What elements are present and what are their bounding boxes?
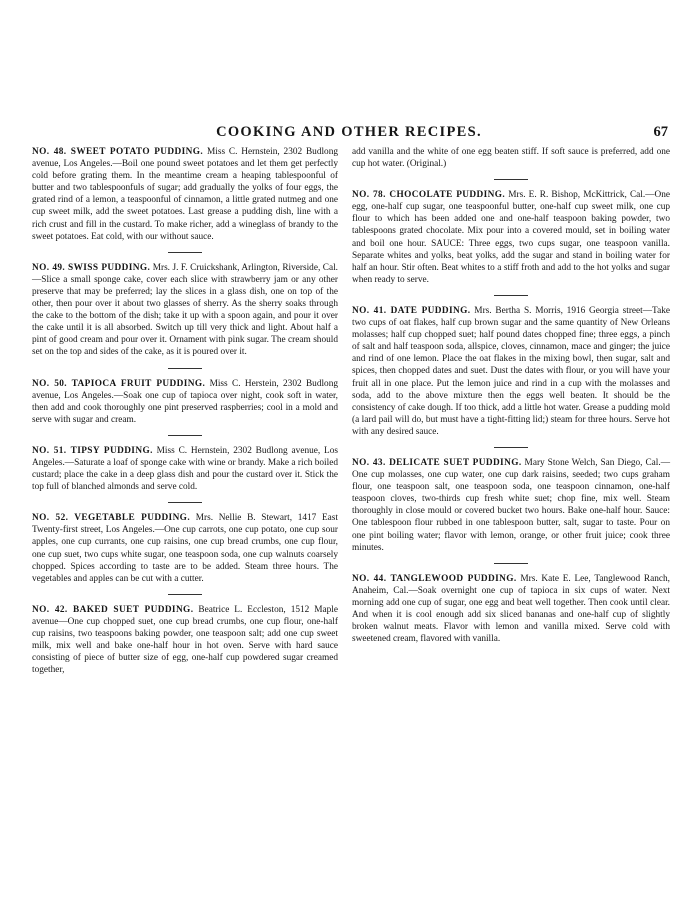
recipe-title: NO. 50. TAPIOCA FRUIT PUDDING. [32, 378, 206, 389]
recipe-42 [32, 604, 338, 677]
page-title: COOKING AND OTHER RECIPES. [216, 124, 482, 140]
section-divider [168, 594, 202, 595]
recipe-title: NO. 49. SWISS PUDDING. [32, 262, 151, 273]
recipe-78 [352, 189, 670, 286]
recipe-title: NO. 42. BAKED SUET PUDDING. [32, 604, 194, 615]
recipe-43 [352, 457, 670, 554]
section-divider [168, 368, 202, 369]
section-divider [168, 435, 202, 436]
recipe-42-continued [352, 146, 670, 170]
recipe-body: Mrs. Nellie B. Stewart, 1417 East Twenty-first street, Los Angeles.—One cup carrots, one cup potato, one cup sour apples, one cup currants, one cup raisins, one cup bread crumbs, one cup flour, one cup suet, two cups white sugar, one teaspoon soda, one cup walnuts coarsely chopped. Spices according to taste are to be added. Steam three hours. The vegetables and apples can be cut with a cutter. [32, 513, 338, 584]
section-divider [494, 447, 528, 448]
section-divider [494, 563, 528, 564]
recipe-body: Miss C. Hernstein, 2302 Budlong avenue, Los Angeles.—Saturate a loaf of sponge cake with wine or brandy. Make a rich boiled custard; place the cake in a deep glass dish and pour the custard over it. Stick the top full of blanched almonds and serve cold. [32, 445, 338, 493]
recipe-title: NO. 44. TANGLEWOOD PUDDING. [352, 573, 517, 584]
recipe-body: Mrs. J. F. Cruickshank, Arlington, Riverside, Cal.—Slice a small sponge cake, cover each slice with strawberry jam or any other preserve that may be preferred; lay the slices in a glass dish, one on top of the other, then pour over it about two glasses of sherry. As the sherry soaks through the cake to the bottom of the dish; take it up with a spoon again, and pour it over the cake until it is all absorbed. Switch up till very thick and light. About half a pint of good cream and pour over it. Ornament with pink sugar. The cream should set on the top and sides of the cake, as it is poured over it. [32, 262, 338, 358]
recipe-title: NO. 41. DATE PUDDING. [352, 305, 471, 316]
recipe-body: Beatrice L. Eccleston, 1512 Maple avenue—One cup chopped suet, one cup bread crumbs, one cup flour, one-half cup raisins, two teaspoons baking powder, one teaspoon salt; add one cup sweet milk, mix well and bake one-half hour in hot oven. Serve with hard sauce consisting of piece of butter size of egg, one-half cup powdered sugar creamed together, [32, 604, 338, 676]
recipe-title: NO. 48. SWEET POTATO PUDDING. [32, 147, 204, 157]
section-divider [494, 179, 528, 180]
recipe-body: Miss C. Hernstein, 2302 Budlong avenue, Los Angeles.—Boil one pound sweet potatoes and let them get perfectly cold before grating them. In the meantime cream a heaping tablespoonful of butter and two tablespoonfuls of sugar; add gradually the yolks of four eggs, the grated rind of a lemon, a teaspoonful of cinnamon, a little grated nutmeg and one cup sweet milk, add the sweet potatoes. Last grease a pudding dish, line with a rich crust and fill in the custard. To make richer, add a wineglass of brandy to the sweet potatoes. Eat cold, with our without sauce. [32, 147, 338, 242]
recipe-body: add vanilla and the white of one egg beaten stiff. If soft sauce is preferred, add one cup hot water. (Original.) [352, 147, 670, 170]
section-divider [168, 252, 202, 253]
section-divider [168, 502, 202, 503]
section-divider [494, 295, 528, 296]
recipe-body: Mrs. E. R. Bishop, McKittrick, Cal.—One egg, one-half cup sugar, one teaspoonful butter, one-half cup sweet milk, one cup flour to which has been added one and one-half teaspoon baking powder, two tablespoons grated chocolate. Mix pour into a covered mould, set in boiling water and boil one hour. SAUCE: Three eggs, two cups sugar, one teaspoon vanilla. Separate whites and yolks, beat yolks, add the sugar and stand in boiling water for half an hour. Stir often. Beat whites to a stiff froth and add to the hot yolks and sugar when ready to serve. [352, 190, 670, 285]
recipe-body: Mary Stone Welch, San Diego, Cal.—One cup molasses, one cup water, one cup dark raisins, seeded; two cups graham flour, one teaspoon salt, one teaspoon soda, one teaspoon cinnamon, one-half teaspoon cloves, two-thirds cup fresh white suet; chop fine, mix well. Steam thoroughly in close mould or covered bucket two hours. Bake one-half hour. Sauce: One tablespoon flour rubbed in one tablespoon butter, salt, sugar to taste. Pour on one pint boiling water; flavor with lemon, orange, or other fruit juice; cook three minutes. [352, 457, 671, 553]
recipe-title: NO. 43. DELICATE SUET PUDDING. [352, 457, 522, 468]
page-number: 67 [653, 124, 668, 140]
recipe-49 [32, 262, 338, 359]
recipe-body: Mrs. Kate E. Lee, Tanglewood Ranch, Anaheim, Cal.—Soak overnight one cup of tapioca in six cups of water. Next morning add one cup of sugar, one egg and beat well together. Then cook until clear. And when it is cool enough add six sliced bananas and one-half cup of slightly broken walnut meats. Flavor with lemon and vanilla mixed. Serve cold with sweetened cream, flavored with vanilla. [352, 573, 671, 645]
recipe-title: NO. 78. CHOCOLATE PUDDING. [352, 190, 506, 201]
recipe-body: Miss C. Herstein, 2302 Budlong avenue, Los Angeles.—Soak one cup of tapioca over night, cook soft in water, then add and cook thoroughly one pint preserved raspberries; cool in a mold and serve with sugar and cream. [32, 378, 339, 425]
recipe-51 [32, 445, 338, 493]
recipe-body: Mrs. Bertha S. Morris, 1916 Georgia street—Take two cups of oat flakes, half cup brown sugar and the same quantity of New Orleans molasses; half cup chopped suet; half pound dates chopped fine; three eggs, a pinch of salt and half teaspoon soda, allspice, cloves, cinnamon, mace and ginger; the juice and rind of one lemon. Place the oat flakes in the mixing bowl, then sugar, salt and spices, then chopped dates and suet. Dust the dates with flour, or you will have your fruit all in one place. Put the lemon juice and rind in a cup with the molasses and soda, add to the above mixture then the eggs well beaten. It should be the consistency of cake dough. If too thick, add a little hot water. Grease a pudding mold (a lard pail will do, but must have a tight-fitting lid;) steam for three hours. Serve hot with any desired sauce. [352, 305, 670, 437]
recipe-41 [352, 305, 670, 438]
recipe-title: NO. 51. TIPSY PUDDING. [32, 445, 153, 456]
recipe-48 [32, 146, 338, 243]
recipe-title: NO. 52. VEGETABLE PUDDING. [32, 513, 191, 524]
left-column [32, 146, 338, 676]
recipe-52 [32, 512, 338, 585]
page-header [30, 124, 668, 142]
recipe-44 [352, 573, 670, 646]
right-column [352, 146, 670, 645]
recipe-50 [32, 378, 338, 426]
